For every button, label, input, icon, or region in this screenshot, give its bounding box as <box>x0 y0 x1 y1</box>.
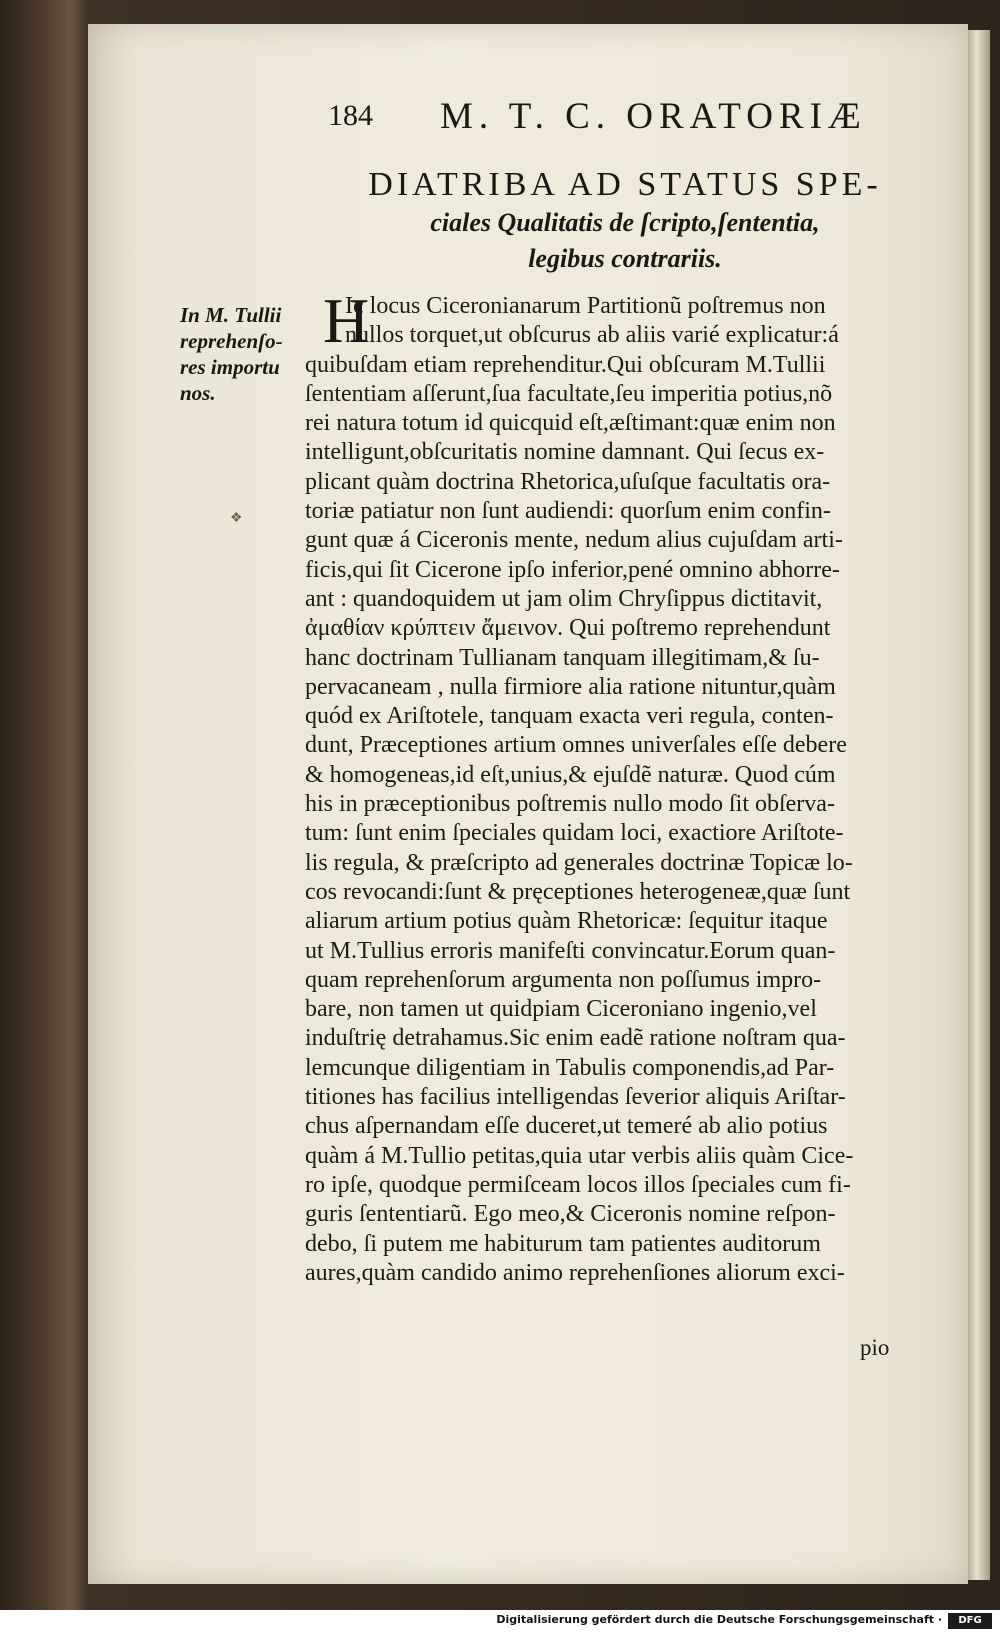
body-text <box>305 285 920 1288</box>
body-line: gunt quæ á Ciceronis mente, nedum alius cujuſdam arti- <box>305 527 843 554</box>
body-line: cos revocandi:ſunt & pręceptiones heterogeneæ,quæ ſunt <box>305 878 851 905</box>
footer-credit: Digitalisierung gefördert durch die Deutsche Forschungsgemeinschaft · <box>496 1613 942 1626</box>
body-line: his in præceptionibus poſtremis nullo modo ſit obſerva- <box>305 791 835 818</box>
body-line: chus aſpernandam eſſe duceret,ut temeré ab alio potius <box>305 1113 828 1140</box>
body-line: intelligunt,obſcuritatis nomine damnant. Qui ſecus ex- <box>305 439 825 466</box>
catchword: pio <box>860 1335 890 1360</box>
drop-cap: H <box>323 285 370 356</box>
body-line: debo, ſi putem me habiturum tam patientes auditorum <box>305 1230 821 1257</box>
digitization-footer <box>0 1610 1000 1633</box>
body-line: toriæ patiatur non ſunt audiendi: quorſum enim confin- <box>305 498 831 525</box>
body-line: lemcunque diligentiam in Tabulis componendis,ad Par- <box>305 1054 835 1081</box>
margin-note <box>180 302 320 406</box>
body-line: ut M.Tullius erroris manifeſti convincatur.Eorum quan- <box>305 937 836 964</box>
page-edge <box>968 30 990 1580</box>
body-line: titiones has facilius intelligendas ſeverior aliquis Ariſtar- <box>305 1084 846 1111</box>
body-line: bare, non tamen ut quidpiam Ciceroniano ingenio,vel <box>305 996 817 1023</box>
body-line: rei natura totum id quicquid eſt,æſtimant:quæ enim non <box>305 410 836 437</box>
margin-note-line: nos. <box>180 381 216 405</box>
margin-note-line: In M. Tullii <box>180 303 282 327</box>
body-line: ſententiam aſſerunt,ſua facultate,ſeu imperitia potius,nõ <box>305 380 833 407</box>
body-line: plicant quàm doctrina Rhetorica,uſuſque facultatis ora- <box>305 468 831 495</box>
body-line: pervacaneam , nulla firmiore alia ratione nituntur,quàm <box>305 673 836 700</box>
body-line: quam reprehenſorum argumenta non poſſumus impro- <box>305 966 822 993</box>
body-line: aures,quàm candido animo reprehenſiones aliorum exci- <box>305 1259 845 1286</box>
body-line: guris ſententiarũ. Ego meo,& Ciceronis nomine reſpon- <box>305 1201 836 1228</box>
body-line: quibuſdam etiam reprehenditur.Qui obſcuram M.Tullii <box>305 351 826 378</box>
body-line: ant : quandoquidem ut jam olim Chryſippus dictitavit, <box>305 585 823 612</box>
body-line: induſtrię detrahamus.Sic enim eadẽ ratione noſtram qua- <box>305 1025 846 1052</box>
section-title-line-3: legibus contrariis. <box>528 244 722 273</box>
body-line: Ic locus Ciceronianarum Partitionũ poſtremus non <box>345 293 826 319</box>
body-line: quód ex Ariſtotele, tanquam exacta veri regula, conten- <box>305 703 834 730</box>
body-line: quàm á M.Tullio petitas,quia utar verbis aliis quàm Cice- <box>305 1142 854 1169</box>
body-line: ro ipſe, quodque permiſceam locos illos ſpeciales cum fi- <box>305 1171 851 1198</box>
body-line: nullos torquet,ut obſcurus ab aliis varié explicatur:á <box>345 322 839 349</box>
body-line: hanc doctrinam Tullianam tanquam illegitimam,& ſu- <box>305 644 820 671</box>
page-header <box>320 95 920 145</box>
body-line: & homogeneas,id eſt,unius,& ejuſdẽ naturæ. Quod cúm <box>305 761 836 788</box>
page-number: 184 <box>328 99 373 132</box>
dfg-logo: DFG <box>948 1613 992 1629</box>
body-line: ficis,qui ſit Cicerone ipſo inferior,pené omnino abhorre- <box>305 556 840 583</box>
margin-note-line: reprehenſo- <box>180 329 283 353</box>
body-line: dunt, Præceptiones artium omnes univerſales eſſe debere <box>305 732 847 759</box>
section-title-line-2: ciales Qualitatis de ſcripto,ſententia, <box>430 208 820 237</box>
body-line: tum: ſunt enim ſpeciales quidam loci, exactiore Ariſtote- <box>305 820 844 847</box>
body-line: aliarum artium potius quàm Rhetoricæ: ſequitur itaque <box>305 908 828 935</box>
running-head: M. T. C. ORATORIÆ <box>440 96 867 137</box>
body-line: ἀμαθίαν κρύπτειν ἄμεινον. Qui poſtremo reprehendunt <box>305 615 831 642</box>
margin-ornament-icon: ❖ <box>230 510 243 526</box>
margin-note-line: res importu <box>180 355 280 379</box>
body-line: lis regula, & præſcripto ad generales doctrinæ Topicæ lo- <box>305 849 853 876</box>
section-title-line-1: DIATRIBA AD STATUS SPE- <box>368 166 882 203</box>
section-title <box>330 165 920 277</box>
